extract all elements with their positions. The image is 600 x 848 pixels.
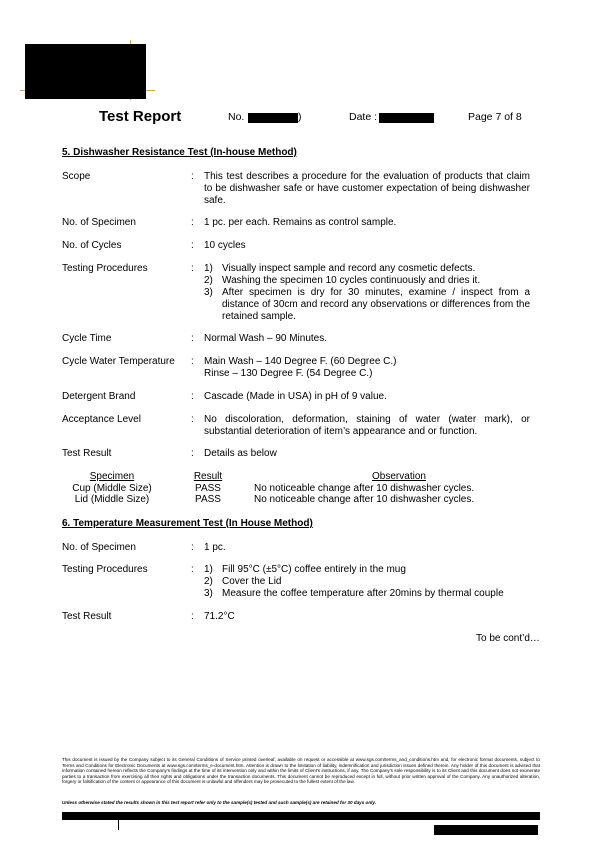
cycle-time-value: Normal Wash – 90 Minutes. — [204, 333, 328, 344]
scope-label: Scope — [62, 171, 91, 182]
colon: : — [191, 414, 194, 425]
table-cell-specimen: Cup (Middle Size) — [72, 483, 152, 494]
colon: : — [191, 448, 194, 459]
water-temp-main: Main Wash – 140 Degree F. (60 Degree C.) — [204, 356, 397, 367]
section-6-title: 6. Temperature Measurement Test (In House Method) — [62, 518, 313, 529]
colon: : — [191, 611, 194, 622]
redacted-footer-address — [434, 825, 538, 835]
procedures-label: Testing Procedures — [62, 263, 148, 274]
procedures-list — [204, 564, 530, 600]
procedure-step: 2) Washing the specimen 10 cycles continuously and dries it. — [204, 275, 481, 286]
redacted-date — [379, 113, 434, 123]
redacted-report-number — [248, 113, 298, 123]
continued-note: To be cont’d… — [476, 633, 540, 644]
specimen-count-value: 1 pc. per each. Remains as control sample. — [204, 217, 397, 228]
column-header-result: Result — [193, 471, 223, 482]
redacted-logo — [25, 44, 146, 99]
colon: : — [191, 542, 194, 553]
procedures-list — [204, 263, 530, 323]
report-number-suffix: ) — [298, 111, 302, 123]
procedure-step: 3) After specimen is dry for 30 minutes, examine / inspect from a distance of 30cm and record any observations or differences from the retained sample. — [204, 287, 530, 322]
footer-disclaimer: This document is issued by the Company subject to its General Conditions of Service printed overleaf, available on request or accessible at www.sgs.com/terms_and_conditions.htm and, for electronic format documents, subject to Terms and Conditions for Electronic Documents at www.sgs.com/terms_e-document.htm. Attention is drawn to the limitation of liability, indemnification and jurisdiction issues defined therein. Any holder of this document is advised that information contained hereon reflects the Company's findings at the time of its intervention only and within the limits of Client's instructions, if any. The Company's sole responsibility is to its Client and this document does not exonerate parties to a transaction from exercising all their rights and obligations under the transaction documents. This document cannot be reproduced except in full, without prior written approval of the Company. Any unauthorized alteration, forgery or falsification of the content or appearance of this document is unlawful and offenders may be prosecuted to the fullest extent of the law. — [62, 757, 540, 785]
colon: : — [191, 564, 194, 575]
column-header-observation: Observation — [372, 471, 426, 482]
table-cell-result: PASS — [195, 494, 221, 505]
cycles-value: 10 cycles — [204, 240, 246, 251]
column-header-specimen: Specimen — [89, 471, 135, 482]
test-result-label: Test Result — [62, 448, 112, 459]
colon: : — [191, 333, 194, 344]
colon: : — [191, 217, 194, 228]
water-temp-rinse: Rinse – 130 Degree F. (54 Degree C.) — [204, 368, 373, 379]
colon: : — [191, 263, 194, 274]
colon: : — [191, 240, 194, 251]
scope-value: This test describes a procedure for the evaluation of products that claim to be dishwasher safe or have customer expectation of being dishwasher safe. — [204, 171, 530, 206]
test-result-label: Test Result — [62, 611, 112, 622]
table-cell-specimen: Lid (Middle Size) — [74, 494, 150, 505]
procedure-step: 1) Visually inspect sample and record any cosmetic defects. — [204, 263, 476, 274]
specimen-count-label: No. of Specimen — [62, 542, 136, 553]
specimen-count-value: 1 pc. — [204, 542, 226, 553]
colon: : — [191, 356, 194, 367]
colon: : — [191, 391, 194, 402]
table-cell-observation: No noticeable change after 10 dishwasher cycles. — [254, 483, 475, 494]
cycles-label: No. of Cycles — [62, 240, 122, 251]
detergent-label: Detergent Brand — [62, 391, 136, 402]
section-5-title: 5. Dishwasher Resistance Test (In-house Method) — [62, 147, 297, 158]
page-number: Page 7 of 8 — [468, 111, 522, 123]
test-result-value: Details as below — [204, 448, 277, 459]
specimen-count-label: No. of Specimen — [62, 217, 136, 228]
acceptance-value: No discoloration, deformation, staining of water (water mark), or substantial deterioration of item’s appearance and or function. — [204, 414, 530, 437]
procedures-label: Testing Procedures — [62, 564, 148, 575]
procedure-step: 1) Fill 95°C (±5°C) coffee entirely in the mug — [204, 564, 406, 575]
acceptance-label: Acceptance Level — [62, 414, 141, 425]
colon: : — [191, 171, 194, 182]
footer-retention-note: Unless otherwise stated the results shown in this test report refer only to the sample(s) tested and such sample(s) are retained for 30 days only. — [62, 800, 377, 805]
water-temp-label: Cycle Water Temperature — [62, 356, 175, 367]
test-result-value: 71.2°C — [204, 611, 235, 622]
detergent-value: Cascade (Made in USA) in pH of 9 value. — [204, 391, 387, 402]
report-title: Test Report — [99, 108, 182, 125]
table-cell-observation: No noticeable change after 10 dishwasher cycles. — [254, 494, 475, 505]
procedure-step: 3) Measure the coffee temperature after 20mins by thermal couple — [204, 588, 504, 599]
procedure-step: 2) Cover the Lid — [204, 576, 282, 587]
report-number-label: No. — [228, 111, 245, 123]
date-label: Date : — [349, 111, 378, 123]
cycle-time-label: Cycle Time — [62, 333, 112, 344]
table-cell-result: PASS — [195, 483, 221, 494]
redacted-footer-bar — [62, 812, 540, 820]
